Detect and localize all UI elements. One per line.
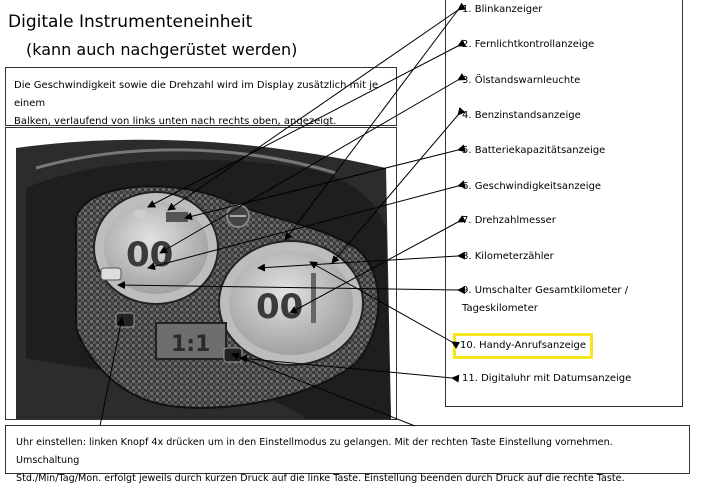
description-box (5, 67, 397, 126)
legend-item-8: 8. Kilometerzähler (462, 251, 554, 262)
right-button[interactable] (224, 348, 242, 362)
trip-switch[interactable] (101, 268, 121, 280)
legend-item-5: 5. Batteriekapazitätsanzeige (462, 145, 606, 156)
description-line-2: Balken, verlaufend von links unten nach rechts oben, angezeigt. (14, 116, 337, 127)
speed-digits: 00 (126, 235, 174, 275)
turn-signal-lamp (134, 210, 146, 218)
legend-item-10-highlighted: 10. Handy-Anrufsanzeige (453, 333, 593, 359)
legend-item-9: 9. Umschalter Gesamtkilometer / (462, 285, 629, 296)
legend-item-11: 11. Digitaluhr mit Datumsanzeige (462, 373, 632, 384)
legend-item-3: 3. Ölstandswarnleuchte (462, 75, 581, 86)
speed-indicator-bar (166, 212, 188, 222)
page-subtitle: (kann auch nachgerüstet werden) (26, 40, 298, 59)
component-legend (445, 0, 683, 407)
description-line-1: Die Geschwindigkeit sowie die Drehzahl wird im Display zusätzlich mit je einem (14, 80, 379, 109)
instrument-photo-frame (5, 127, 397, 420)
left-button[interactable] (116, 313, 134, 327)
clock-digits: 1:1 (171, 332, 211, 357)
rpm-bar (311, 273, 316, 323)
legend-item-1: 1. Blinkanzeiger (462, 4, 543, 15)
legend-item-6: 6. Geschwindigkeitsanzeige (462, 181, 602, 192)
instrument-cluster-photo (6, 128, 396, 419)
instructions-line-1: Uhr einstellen: linken Knopf 4x drücken um in den Einstellmodus zu gelangen. Mit der rechten Taste Einstellung vornehmen. Umschaltung (16, 437, 613, 466)
legend-item-9-continued: Tageskilometer (462, 303, 538, 314)
legend-item-2: 2. Fernlichtkontrollanzeige (462, 39, 595, 50)
legend-item-4: 4. Benzinstandsanzeige (462, 110, 581, 121)
page-title: Digitale Instrumenteneinheit (8, 12, 253, 32)
legend-item-7: 7. Drehzahlmesser (462, 215, 556, 226)
rpm-digits: 00 (256, 287, 304, 327)
clock-instructions-box (5, 425, 690, 484)
instructions-line-2: Std./Min/Tag/Mon. erfolgt jeweils durch kurzen Druck auf die linke Taste. Einstellung beenden durch Druck auf die rechte Taste. (16, 473, 625, 484)
